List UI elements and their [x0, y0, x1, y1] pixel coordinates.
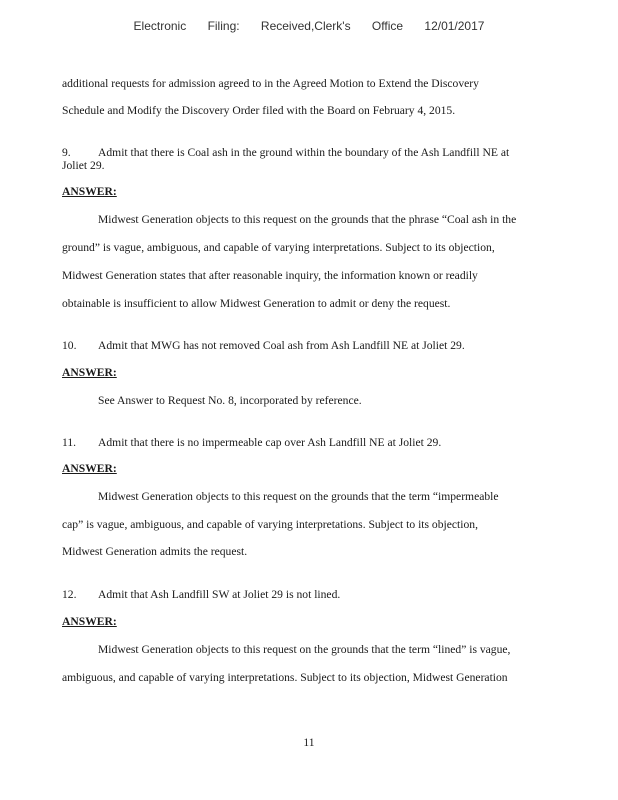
request-9-answer-line-2: ground” is vague, ambiguous, and capable of varying interpretations. Subject to its objection,	[62, 241, 495, 254]
request-12-answer-line-2: ambiguous, and capable of varying interpretations. Subject to its objection, Midwest Generation	[62, 671, 508, 684]
request-12-answer-line-1: Midwest Generation objects to this request on the grounds that the term “lined” is vague,	[98, 643, 511, 656]
request-10-answer-label: ANSWER:	[62, 366, 117, 379]
request-10-text: Admit that MWG has not removed Coal ash from Ash Landfill NE at Joliet 29.	[98, 339, 465, 352]
filing-stamp-header	[0, 19, 618, 33]
header-word-electronic: Electronic	[133, 19, 187, 33]
request-12-text: Admit that Ash Landfill SW at Joliet 29 is not lined.	[98, 588, 341, 601]
request-11-text: Admit that there is no impermeable cap over Ash Landfill NE at Joliet 29.	[98, 436, 442, 449]
request-11-answer-line-3: Midwest Generation admits the request.	[62, 545, 248, 558]
page-number: 11	[303, 736, 315, 749]
intro-line-2: Schedule and Modify the Discovery Order filed with the Board on February 4, 2015.	[62, 104, 456, 117]
request-9-answer-line-4: obtainable is insufficient to allow Midwest Generation to admit or deny the request.	[62, 297, 451, 310]
request-12-number: 12.	[62, 588, 77, 601]
intro-line-1: additional requests for admission agreed to in the Agreed Motion to Extend the Discovery	[62, 77, 479, 90]
request-11-number: 11.	[62, 436, 77, 449]
request-9-answer-line-3: Midwest Generation states that after reasonable inquiry, the information known or readily	[62, 269, 478, 282]
header-word-filing: Filing:	[207, 19, 240, 33]
request-9-text-line-2: Joliet 29.	[62, 159, 105, 172]
request-11-answer-line-1: Midwest Generation objects to this request on the grounds that the term “impermeable	[98, 490, 499, 503]
request-9-number: 9.	[62, 146, 71, 159]
request-12-answer-label: ANSWER:	[62, 615, 117, 628]
header-date: 12/01/2017	[424, 19, 485, 33]
request-10-number: 10.	[62, 339, 77, 352]
header-word-received-clerks: Received,Clerk's	[260, 19, 351, 33]
request-11-answer-line-2: cap” is vague, ambiguous, and capable of varying interpretations. Subject to its objection,	[62, 518, 478, 531]
request-9-text-line-1: Admit that there is Coal ash in the ground within the boundary of the Ash Landfill NE at	[98, 146, 510, 159]
request-10-answer-line-1: See Answer to Request No. 8, incorporated by reference.	[98, 394, 362, 407]
header-word-office: Office	[371, 19, 404, 33]
request-9-answer-line-1: Midwest Generation objects to this request on the grounds that the phrase “Coal ash in the	[98, 213, 517, 226]
request-9-answer-label: ANSWER:	[62, 185, 117, 198]
request-11-answer-label: ANSWER:	[62, 462, 117, 475]
